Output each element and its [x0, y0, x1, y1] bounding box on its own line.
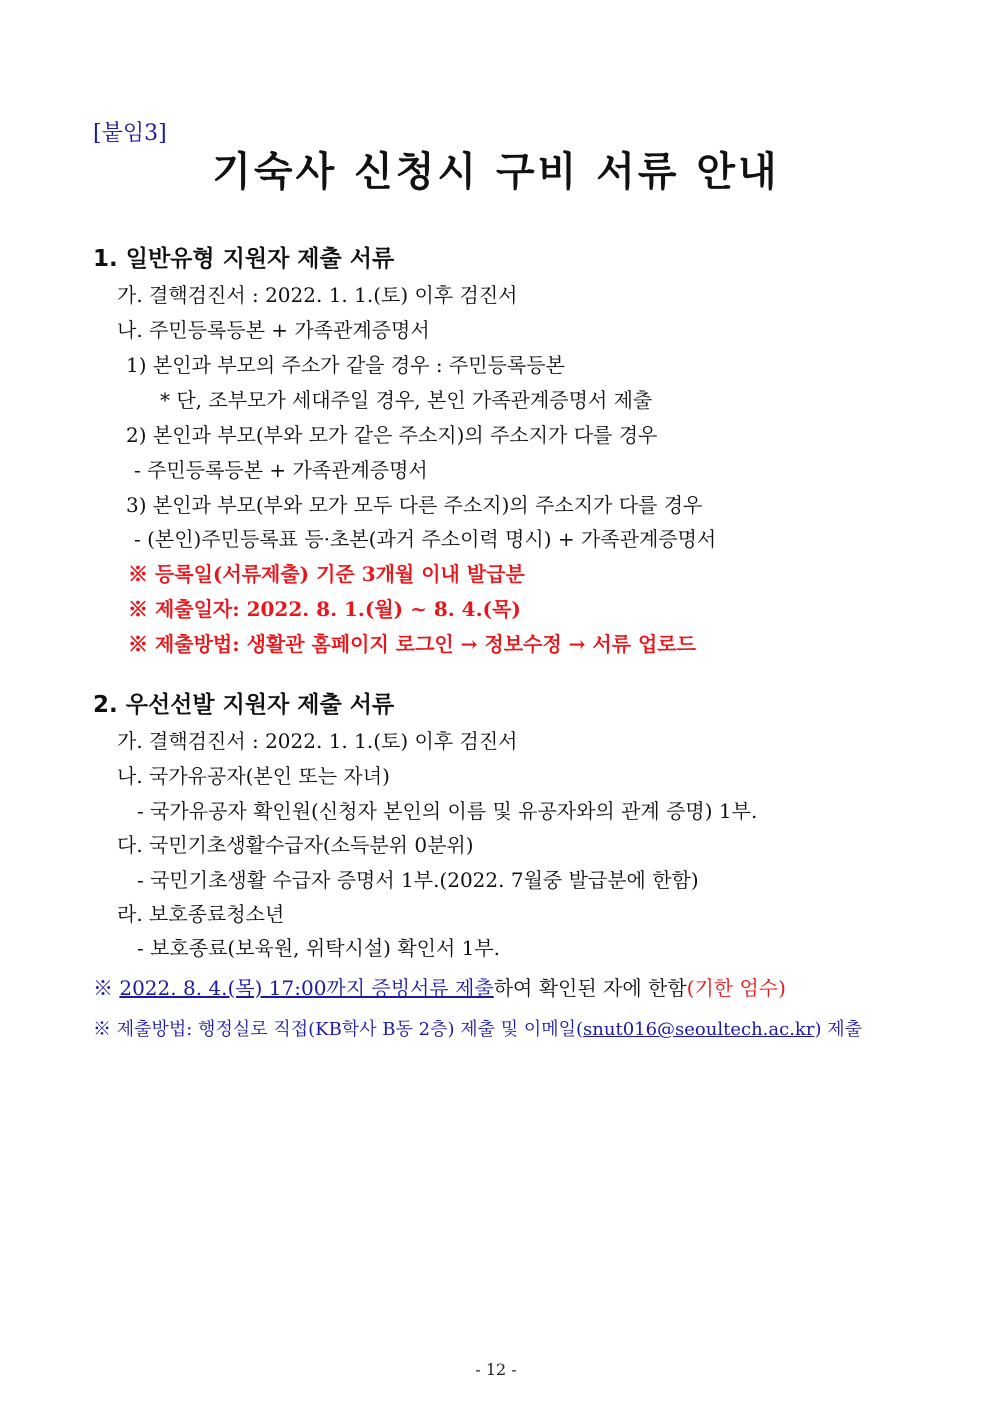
deadline-underlined: 2022. 8. 4.(목) 17:00까지 증빙서류 제출	[119, 976, 494, 1000]
deadline-note	[93, 972, 786, 1001]
section1-note: ※ 등록일(서류제출) 기준 3개월 이내 발급분	[128, 562, 525, 586]
submission-prefix: ※ 제출방법: 행정실로 직접(KB학사 B동 2층) 제출 및 이메일(	[93, 1019, 584, 1040]
section1-line: 1) 본인과 부모의 주소가 같을 경우 : 주민등록등본	[126, 353, 565, 377]
deadline-middle: 하여 확인된 자에 한함	[493, 976, 687, 1000]
deadline-strict: (기한 엄수)	[686, 976, 786, 1000]
section1-line: - (본인)주민등록표 등·초본(과거 주소이력 명시) + 가족관계증명서	[134, 527, 717, 551]
section1-line: 2) 본인과 부모(부와 모가 같은 주소지)의 주소지가 다를 경우	[126, 423, 658, 447]
note-mark: ※	[93, 976, 113, 1000]
section2-line: 가. 결핵검진서 : 2022. 1. 1.(토) 이후 검진서	[117, 729, 518, 753]
section2-line: - 국가유공자 확인원(신청자 본인의 이름 및 유공자와의 관계 증명) 1부.	[137, 799, 758, 823]
section2-line: 나. 국가유공자(본인 또는 자녀)	[117, 764, 390, 788]
section2-line: 다. 국민기초생활수급자(소득분위 0분위)	[117, 833, 474, 857]
page-number: - 12 -	[475, 1360, 517, 1379]
section1-heading: 1. 일반유형 지원자 제출 서류	[93, 246, 395, 272]
submission-note	[93, 1015, 862, 1041]
section2-line: - 국민기초생활 수급자 증명서 1부.(2022. 7월중 발급분에 한함)	[137, 868, 699, 892]
section2-line: 라. 보호종료청소년	[117, 902, 285, 926]
section1-note: ※ 제출방법: 생활관 홈페이지 로그인 → 정보수정 → 서류 업로드	[128, 632, 696, 656]
section2-line: - 보호종료(보육원, 위탁시설) 확인서 1부.	[137, 936, 501, 960]
section1-line: - 주민등록등본 + 가족관계증명서	[134, 458, 428, 482]
submission-suffix: ) 제출	[814, 1019, 862, 1040]
section2-heading: 2. 우선선발 지원자 제출 서류	[93, 692, 395, 718]
section1-note: ※ 제출일자: 2022. 8. 1.(월) ~ 8. 4.(목)	[128, 597, 521, 621]
section1-line: 가. 결핵검진서 : 2022. 1. 1.(토) 이후 검진서	[117, 283, 518, 307]
section1-line: 3) 본인과 부모(부와 모가 모두 다른 주소지)의 주소지가 다를 경우	[126, 493, 703, 517]
section1-line: 나. 주민등록등본 + 가족관계증명서	[117, 318, 430, 342]
section1-line: * 단, 조부모가 세대주일 경우, 본인 가족관계증명서 제출	[160, 388, 653, 412]
attachment-label: [붙임3]	[93, 121, 167, 146]
page-title: 기숙사 신청시 구비 서류 안내	[212, 149, 780, 195]
email-link[interactable]: snut016@seoultech.ac.kr	[583, 1019, 815, 1040]
